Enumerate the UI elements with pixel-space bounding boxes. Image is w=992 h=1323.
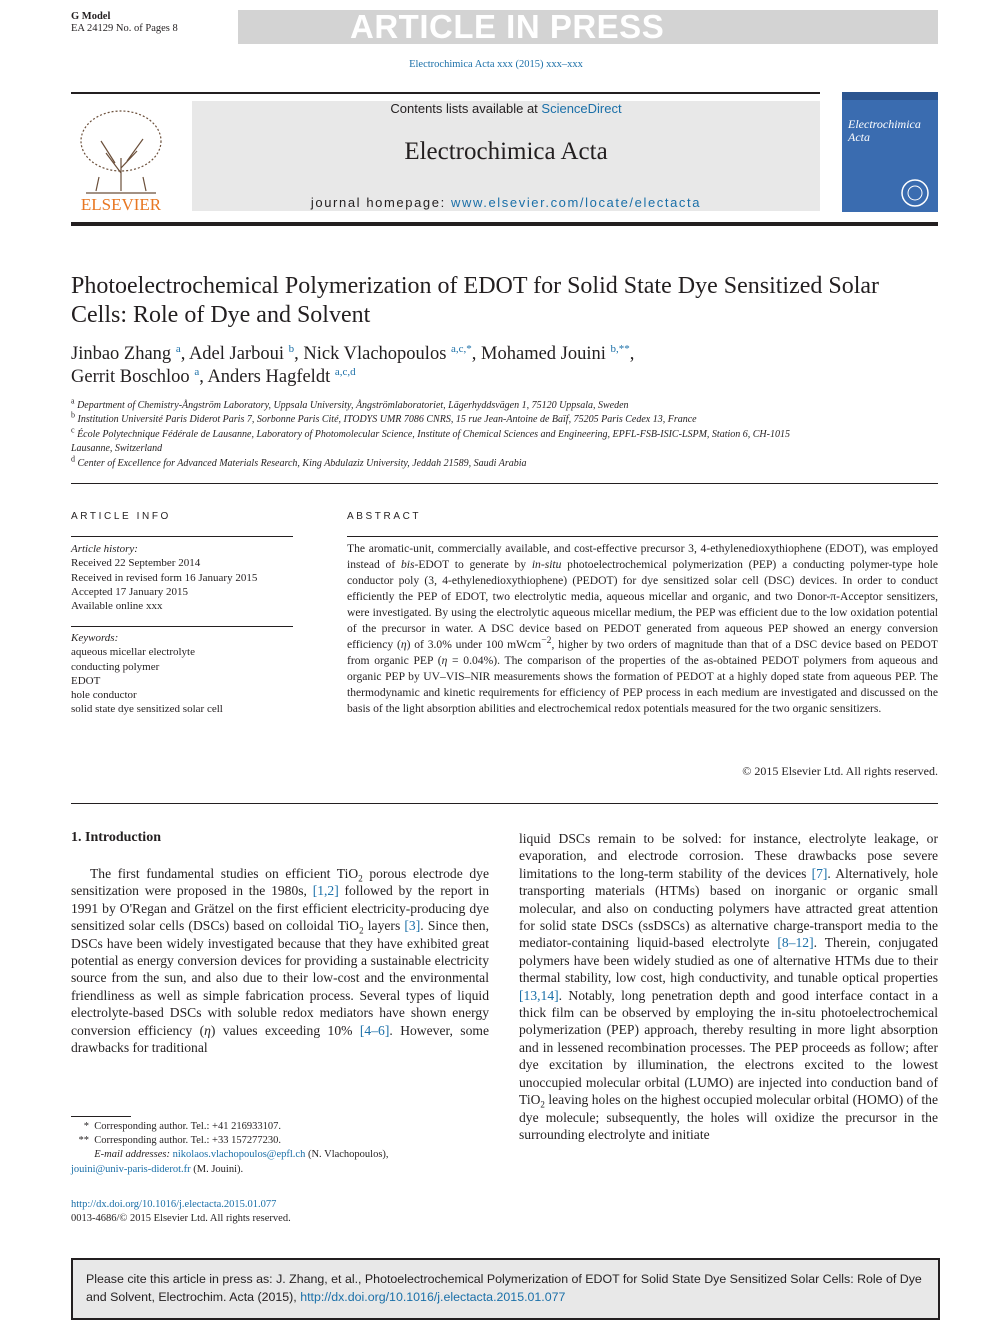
affiliation-item: $^a$ Department of Chemistry-Ångström Laboratory, Uppsala University, Ångströmlaboratoriet, Lägerhyddsvägen 1, 75120 Uppsala, Sweden [71,396,629,411]
history-item: Received 22 September 2014 [71,557,201,570]
section-divider [71,803,938,804]
journal-reference[interactable]: Electrochimica Acta xxx (2015) xxx–xxx [409,59,583,70]
g-model-label: G Model [71,11,111,22]
publisher-name: ELSEVIER [80,195,162,213]
footnote-emails: jouini@univ-paris-diderot.fr (M. Jouini). [71,1163,244,1175]
keyword: conducting polymer [71,660,160,673]
keywords-label: Keywords: [71,632,119,644]
article-info-heading: ARTICLE INFO [71,511,171,522]
footnote: * Corresponding author. Tel.: +41 216933107. [83,1121,281,1132]
footnotes [71,1120,491,1177]
introduction-heading: 1. Introduction [71,830,161,845]
citation-doi-link[interactable]: http://dx.doi.org/10.1016/j.electacta.2015.01.077 [300,1290,566,1304]
article-history [71,542,293,613]
keyword: aqueous micellar electrolyte [71,646,195,659]
article-title: Photoelectrochemical Polymerization of EDOT for Solid State Dye Sensitized Solar Cells: Role of Dye and Solvent [71,273,880,328]
citation-link[interactable]: [8–12] [777,935,814,951]
abstract-copyright: © 2015 Elsevier Ltd. All rights reserved. [742,764,938,778]
journal-homepage [192,195,820,210]
doi-link[interactable]: http://dx.doi.org/10.1016/j.electacta.2015.01.077 [71,1199,277,1210]
citation-link[interactable]: [3] [404,918,421,934]
journal-title: Electrochimica Acta [404,138,608,165]
affiliation-item: $^c$ École Polytechnique Fédérale de Lausanne, Laboratory of Photomolecular Science, Institute of Chemical Sciences and Engineering, EPFL-FSB-ISIC-LSPM, Station 6, CH-1015 Lausanne, Switzerland [71,425,790,455]
abstract-rule [347,536,938,537]
keywords-rule [71,626,293,627]
article-in-press-banner [238,10,938,44]
ise-emblem-icon [900,178,930,208]
footnote-emails: E-mail addresses: nikolaos.vlachopoulos@epfl.ch (N. Vlachopoulos), [94,1149,389,1161]
citation-link[interactable]: [7] [811,865,828,881]
author: Anders Hagfeldt $^{a,c,d}$ [207,365,356,387]
keyword: EDOT [71,674,101,687]
author: Adel Jarboui $^b$, [188,342,304,364]
elsevier-tree-icon [71,103,171,213]
email-link[interactable]: jouini@univ-paris-diderot.fr [71,1163,191,1175]
citation-link[interactable]: [4–6] [359,1022,390,1038]
history-item: Received in revised form 16 January 2015 [71,571,258,584]
citation-link[interactable]: [13,14] [519,987,559,1003]
issn-line: 0013-4686/© 2015 Elsevier Ltd. All rights reserved. [71,1213,291,1225]
elsevier-logo [71,103,171,213]
abstract-text: The aromatic-unit, commercially available, and cost-effective precursor 3, 4-ethylenedioxythiophene (EDOT), was employed instead of bis-EDOT to generate by in-situ photoelectrochemical polymerization (PEP) a conducting polymer-type hole conductor poly (3, 4-ethylenedioxythiophene) (PEDOT) for dye sensitized solar cell (DSC) devices. In order to conduct efficiently the PEP of EDOT, two electrolytic media, aqueous micellar and organic, and two Donor-π-Acceptor sensitizers, were investigated. By using the electrolytic aqueous micellar medium, the PEP was efficient due to the low oxidation potential of the precursor in water. A DSC device based on PEDOT generated from aqueous PEP showed an energy conversion efficiency (η) of 3.0% under 100 mWcm$^{-2}$, higher by two orders of magnitude than that of a DSC device based on PEDOT from organic PEP (η = 0.04%). The comparison of the properties of the as-obtained PEDOT polymers from aqueous and organic PEP by UV–VIS–NIR measurements shows the formation of PEDOT at a highly doped state from aqueous PEP. The thermodynamic and kinetic requirements for efficiency of PEP process in each medium are investigated and discussed on the basis of the light absorption abilities and electrochemical redox potentials measured for the two organic sensitizers. [347,542,939,715]
section-divider [71,483,938,484]
intro-paragraph: The first fundamental studies on efficient TiO$_2$ porous electrode dye sensitization were proposed in the 1980s, [1,2] followed by the report in 1991 by O'Regan and Grätzel on the first efficient electricity-producing dye sensitized solar cells (DSCs) based on colloidal TiO$_2$ layers [3]. Since then, DSCs have been widely investigated because that they have exhibited great potential as energy conversion devices for providing a sustainable electricity source from the sun, and also due to their low-cost and the environmental friendliness as well as simple fabrication process. Several types of liquid electrolyte-based DSCs with soluble redox mediators have shown energy conversion efficiency (η) values exceeding 10% [4–6]. However, some drawbacks for traditional [71,866,490,1056]
author: Gerrit Boschloo $^a$, [71,365,208,387]
author: Nick Vlachopoulos $^{a,c,*}$, [303,342,482,364]
header-thick-rule [71,222,938,226]
body-column-left [71,865,489,1056]
sciencedirect-link[interactable]: ScienceDirect [541,101,622,116]
affiliation-item: $^d$ Center of Excellence for Advanced Materials Research, King Abdulaziz University, Jeddah 21589, Saudi Arabia [71,454,527,469]
citation-text: Please cite this article in press as: J. Zhang, et al., Photoelectrochemical Polymerization of EDOT for Solid State Dye Sensitized Solar Cells: Role of Dye and Solvent, Electrochim. Acta (2015), http://dx.doi.org/10.1016/j.electacta.2015.01.077 [86,1272,922,1304]
cover-strip [842,92,938,100]
cover-title: Electrochimica Acta [848,117,921,144]
history-item: Available online xxx [71,600,163,613]
keyword: hole conductor [71,689,137,702]
citation-link[interactable]: [1,2] [312,883,339,899]
history-label: Article history: [71,543,138,555]
footnote-rule [71,1116,131,1117]
doi-block [71,1198,491,1226]
homepage-label: journal homepage: [310,195,452,210]
page-count: EA 24129 No. of Pages 8 [71,23,178,34]
header-rule [71,92,820,94]
email-link[interactable]: nikolaos.vlachopoulos@epfl.ch [172,1149,306,1161]
banner-text: ARTICLE IN PRESS [350,8,665,45]
contents-line [192,101,820,116]
affiliations [71,396,931,471]
homepage-link[interactable]: www.elsevier.com/locate/electacta [451,195,702,210]
body-column-right [519,830,938,1143]
author: Mohamed Jouini $^{b,**}$, [481,342,635,364]
journal-cover-image [842,92,938,212]
author-list [71,343,931,389]
affiliation-item: $^b$ Institution Université Paris Diderot Paris 7, Sorbonne Paris Cité, ITODYS UMR 7086 CNRS, 15 rue Jean-Antoine de Baïf, 75205 Paris Cedex 13, France [71,411,697,426]
keyword: solid state dye sensitized solar cell [71,703,223,716]
article-id-block [71,11,178,35]
footnote: ** Corresponding author. Tel.: +33 157277230. [78,1135,281,1147]
keywords [71,631,293,717]
history-item: Accepted 17 January 2015 [71,585,188,598]
contents-prefix: Contents lists available at [390,101,542,116]
intro-paragraph: liquid DSCs remain to be solved: for instance, electrolyte leakage, or evaporation, and electrode corrosion. These drawbacks pose severe limitations to the long-term stability of the devices [7]. Alternatively, hole transporting materials (HTMs) based on inorganic or organic small molecular, and also on conducting polymers have attracted great attention for solid state DSCs (ssDSCs) as alternative charge-transport media to the mediator-containing liquid-based electrolyte [8–12]. Therein, conjugated polymers have been widely studied as one of alternative HTMs due to their thermal stability, low cost, high conductivity, and tunable optical properties [13,14]. Notably, long penetration depth and good interface contact in a thick film can be observed by employing the in-situ photoelectrochemical polymerization (PEP) approach, thereby resulting in more light absorption and in lessened recombination processes. The PEP proceeds as follow; after dye excitation by illumination, the electrons excited to the lowest unoccupied molecular orbital (LUMO) are injected into conduction band of TiO$_2$ leaving holes on the highest occupied molecular orbital (HOMO) of the dye molecule; subsequently, the holes will oxidize the precursor in the surrounding electrolyte and initiate [519,831,938,1142]
author: Jinbao Zhang $^a$, [71,342,189,364]
article-info-rule [71,536,293,537]
abstract-heading: ABSTRACT [347,511,422,522]
